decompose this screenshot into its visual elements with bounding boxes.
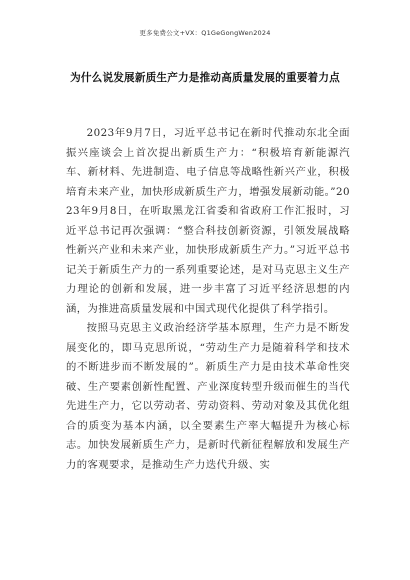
paragraph: 按照马克思主义政治经济学基本原理，生产力是不断发展变化的，即马克思所说，“劳动生产力是随着科学和技术的不断进步而不断发展的”。新质生产力是由技术革命性突破、生产要素创新性配置、产业深度转型升级而催生的当代先进生产力，它以劳动者、劳动资料、劳动对象及其优化组合的质变为基本内涵，以全要素生产率大幅提升为核心标志。加快发展新质生产力，是新时代新征程解放和发展生产力的客观要求，是推动生产力迭代升级、实	[66, 322, 350, 471]
document-body	[66, 124, 350, 475]
paragraph: 2023年9月7日，习近平总书记在新时代推动东北全面振兴座谈会上首次提出新质生产力：“积极培育新能源汽车、新材料、先进制造、电子信息等战略性新兴产业，积极培育未来产业，加快形成新质生产力，增强发展新动能。”2023年9月8日，在听取黑龙江省委和省政府工作汇报时，习近平总书记再次强调：“整合科技创新资源，引领发展战略性新兴产业和未来产业，加快形成新质生产力。”习近平总书记关于新质生产力的一系列重要论述，是对马克思主义生产力理论的创新和发展，进一步丰富了习近平经济思想的内涵，为推进高质量发展和中国式现代化提供了科学指引。	[66, 127, 350, 315]
document-title: 为什么说发展新质生产力是推动高质量发展的重要着力点	[70, 72, 340, 84]
header-note: 更多免费公文+VX：Q1GeGongWen2024	[139, 29, 271, 37]
